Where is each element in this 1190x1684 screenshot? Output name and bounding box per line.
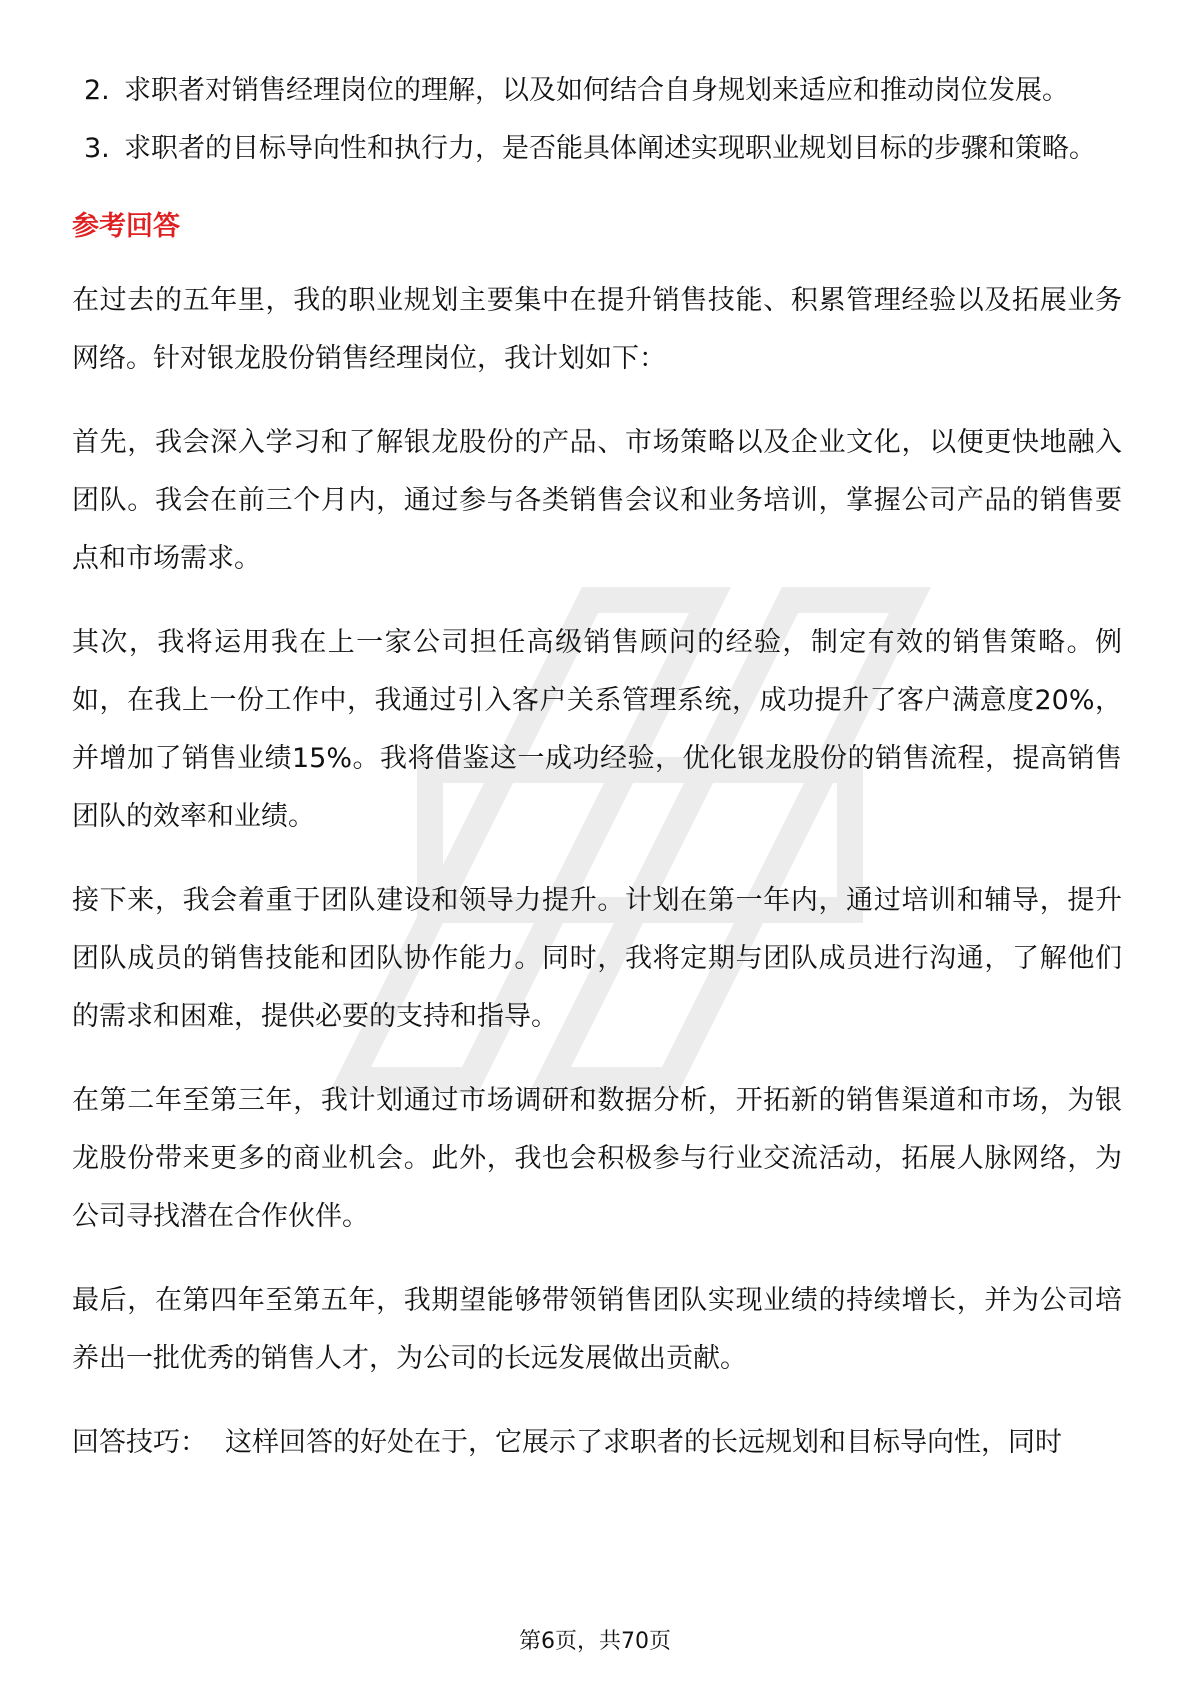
list-item [72, 62, 1122, 120]
paragraph: 首先，我会深入学习和了解银龙股份的产品、市场策略以及企业文化，以便更快地融入团队。我会在前三个月内，通过参与各类销售会议和业务培训，掌握公司产品的销售要点和市场需求。 [72, 427, 1122, 574]
tips-label: 回答技巧： [72, 1427, 207, 1458]
document-body [72, 62, 1122, 1472]
answer-tips [72, 1414, 1122, 1472]
paragraph: 在过去的五年里，我的职业规划主要集中在提升销售技能、积累管理经验以及拓展业务网络。针对银龙股份销售经理岗位，我计划如下： [72, 285, 1122, 374]
paragraph: 其次，我将运用我在上一家公司担任高级销售顾问的经验，制定有效的销售策略。例如，在我上一份工作中，我通过引入客户关系管理系统，成功提升了客户满意度20%，并增加了销售业绩15%。我将借鉴这一成功经验，优化银龙股份的销售流程，提高销售团队的效率和业绩。 [72, 627, 1122, 832]
list-item-number: 2. [84, 75, 110, 106]
paragraph: 在第二年至第三年，我计划通过市场调研和数据分析，开拓新的销售渠道和市场，为银龙股份带来更多的商业机会。此外，我也会积极参与行业交流活动，拓展人脉网络，为公司寻找潜在合作伙伴。 [72, 1085, 1122, 1232]
list-item [72, 120, 1122, 178]
list-item-text: 求职者的目标导向性和执行力，是否能具体阐述实现职业规划目标的步骤和策略。 [124, 133, 1096, 164]
section-heading: 参考回答 [72, 211, 180, 242]
list-item-text: 求职者对销售经理岗位的理解，以及如何结合自身规划来适应和推动岗位发展。 [124, 75, 1069, 106]
paragraph: 接下来，我会着重于团队建设和领导力提升。计划在第一年内，通过培训和辅导，提升团队成员的销售技能和团队协作能力。同时，我将定期与团队成员进行沟通，了解他们的需求和困难，提供必要的支持和指导。 [72, 885, 1122, 1032]
tips-text: 这样回答的好处在于，它展示了求职者的长远规划和目标导向性，同时 [225, 1427, 1062, 1458]
numbered-list [72, 62, 1122, 178]
paragraph: 最后，在第四年至第五年，我期望能够带领销售团队实现业绩的持续增长，并为公司培养出一批优秀的销售人才，为公司的长远发展做出贡献。 [72, 1285, 1122, 1374]
page-footer: 第6页，共70页 [519, 1629, 671, 1654]
list-item-number: 3. [84, 133, 110, 164]
